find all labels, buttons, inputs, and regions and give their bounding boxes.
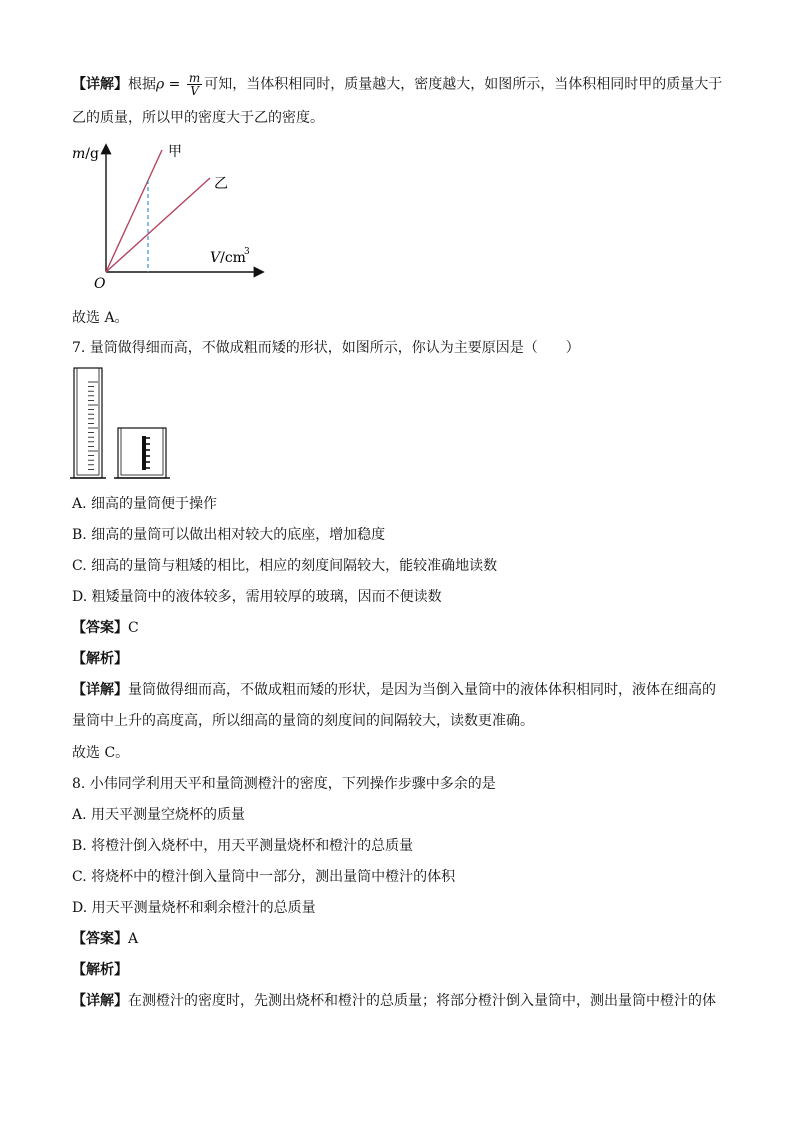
y-axis-label: m/g	[72, 146, 99, 162]
rho-symbol: ρ	[156, 76, 165, 93]
line-yi-label: 乙	[214, 176, 228, 192]
line-jia	[106, 150, 162, 272]
detail-pre: 根据	[128, 76, 156, 93]
q7-stem: 7. 量筒做得细而高，不做成粗而矮的形状，如图所示，你认为主要原因是（ ）	[72, 340, 580, 356]
analysis-tag: 【解析】	[72, 651, 128, 667]
answer-value: A	[128, 931, 139, 947]
q7-option-c: C. 细高的量筒与粗矮的相比，相应的刻度间隔较大，能较准确地读数	[72, 558, 498, 574]
detail-tag: 【详解】	[72, 76, 128, 93]
line-jia-label: 甲	[168, 144, 182, 160]
short-scale-bar	[142, 436, 146, 470]
q6-choice: 故选 A。	[72, 310, 129, 326]
line-yi	[106, 178, 210, 272]
short-cylinder-scale	[142, 436, 150, 470]
q8-option-a: A. 用天平测量空烧杯的质量	[72, 807, 246, 823]
analysis-tag: 【解析】	[72, 962, 128, 978]
q8-option-c: C. 将烧杯中的橙汁倒入量筒中一部分，测出量筒中橙汁的体积	[72, 869, 456, 885]
q8-option-d: D. 用天平测量烧杯和剩余橙汁的总质量	[72, 900, 316, 916]
answer-tag: 【答案】	[72, 931, 128, 947]
density-fraction	[187, 72, 202, 97]
detail-tag: 【详解】	[72, 682, 128, 698]
q6-detail-line-2: 乙的质量，所以甲的密度大于乙的密度。	[72, 110, 324, 126]
fraction-denominator: V	[190, 84, 199, 98]
origin-label: O	[94, 276, 106, 292]
q7-option-a: A. 细高的量筒便于操作	[72, 496, 218, 512]
q8-option-b: B. 将橙汁倒入烧杯中，用天平测量烧杯和橙汁的总质量	[72, 838, 414, 854]
x-axis-label: V/cm	[210, 250, 246, 266]
q7-analysis-tag	[72, 649, 732, 669]
q8-answer	[72, 929, 732, 949]
q7-choice: 故选 C。	[72, 745, 130, 761]
q8-detail-line-1	[72, 991, 732, 1011]
q8-stem: 8. 小伟同学利用天平和量筒测橙汁的密度，下列操作步骤中多余的是	[72, 776, 496, 792]
detail-tag: 【详解】	[72, 993, 128, 1009]
detail-post: 可知，当体积相同时，质量越大，密度越大，如图所示，当体积相同时甲的质量大于	[204, 76, 723, 93]
detail-text: 在测橙汁的密度时，先测出烧杯和橙汁的总质量；将部分橙汁倒入量筒中，测出量筒中橙汁的体	[128, 993, 716, 1009]
mass-volume-graph	[70, 138, 270, 296]
equals-sign: =	[164, 76, 185, 93]
answer-value: C	[128, 620, 139, 636]
q6-detail-line-1	[72, 72, 732, 97]
tall-cylinder-scale	[88, 382, 98, 469]
detail-text: 量筒做得细而高，不做成粗而矮的形状，是因为当倒入量筒中的液体体积相同时，液体在细高的	[128, 682, 716, 698]
q7-answer	[72, 618, 732, 638]
x-axis-sup: 3	[244, 247, 250, 257]
q7-detail-line-2: 量筒中上升的高度高，所以细高的量筒的刻度间的间隔较大，读数更准确。	[72, 713, 534, 729]
q7-detail-line-1	[72, 680, 732, 700]
q7-option-b: B. 细高的量筒可以做出相对较大的底座，增加稳度	[72, 527, 386, 543]
q7-option-d: D. 粗矮量筒中的液体较多，需用较厚的玻璃，因而不便读数	[72, 589, 442, 605]
fraction-numerator: m	[188, 71, 201, 85]
q8-analysis-tag	[72, 960, 732, 980]
graduated-cylinders-figure	[70, 366, 180, 484]
answer-tag: 【答案】	[72, 620, 128, 636]
